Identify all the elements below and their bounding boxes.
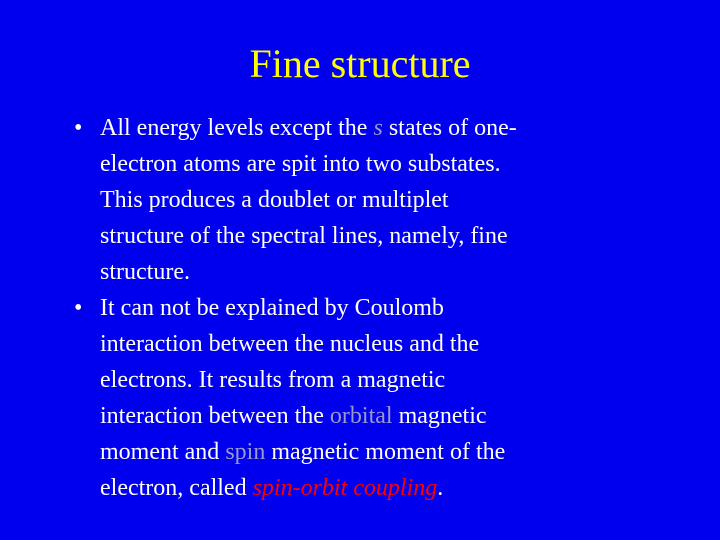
bullet-line: This produces a doublet or multiplet [100, 187, 449, 213]
bullet-line: electron atoms are spit into two substates. [100, 151, 501, 177]
text-segment: magnetic moment of the [265, 439, 506, 465]
highlight-spin-orbit-coupling-term: spin-orbit coupling [252, 475, 438, 501]
text-segment: moment and [100, 439, 226, 465]
bullet-line [100, 398, 700, 434]
text-segment: . [437, 475, 444, 501]
bullet-line: structure of the spectral lines, namely, fine [100, 223, 508, 249]
bullet-icon: • [74, 295, 83, 321]
bullet-line: electrons. It results from a magnetic [100, 367, 446, 393]
highlight-spin-term: spin [225, 439, 266, 465]
bullet-item [0, 110, 720, 290]
text-segment: electron, called [100, 475, 253, 501]
highlight-s-term: s [373, 115, 383, 141]
bullet-line [100, 110, 700, 146]
bullet-line: structure. [100, 259, 190, 285]
highlight-orbital-term: orbital [329, 403, 393, 429]
slide-title: Fine structure [249, 41, 471, 86]
bullet-line: interaction between the nucleus and the [100, 331, 480, 357]
bullet-list [0, 110, 720, 506]
bullet-line [100, 434, 700, 470]
bullet-icon: • [74, 115, 83, 141]
text-segment: states of one- [382, 115, 517, 141]
bullet-line [100, 470, 700, 506]
text-segment: magnetic [392, 403, 487, 429]
bullet-item [0, 290, 720, 506]
text-segment: interaction between the [100, 403, 330, 429]
text-segment: All energy levels except the [100, 115, 374, 141]
bullet-line: It can not be explained by Coulomb [100, 295, 444, 321]
